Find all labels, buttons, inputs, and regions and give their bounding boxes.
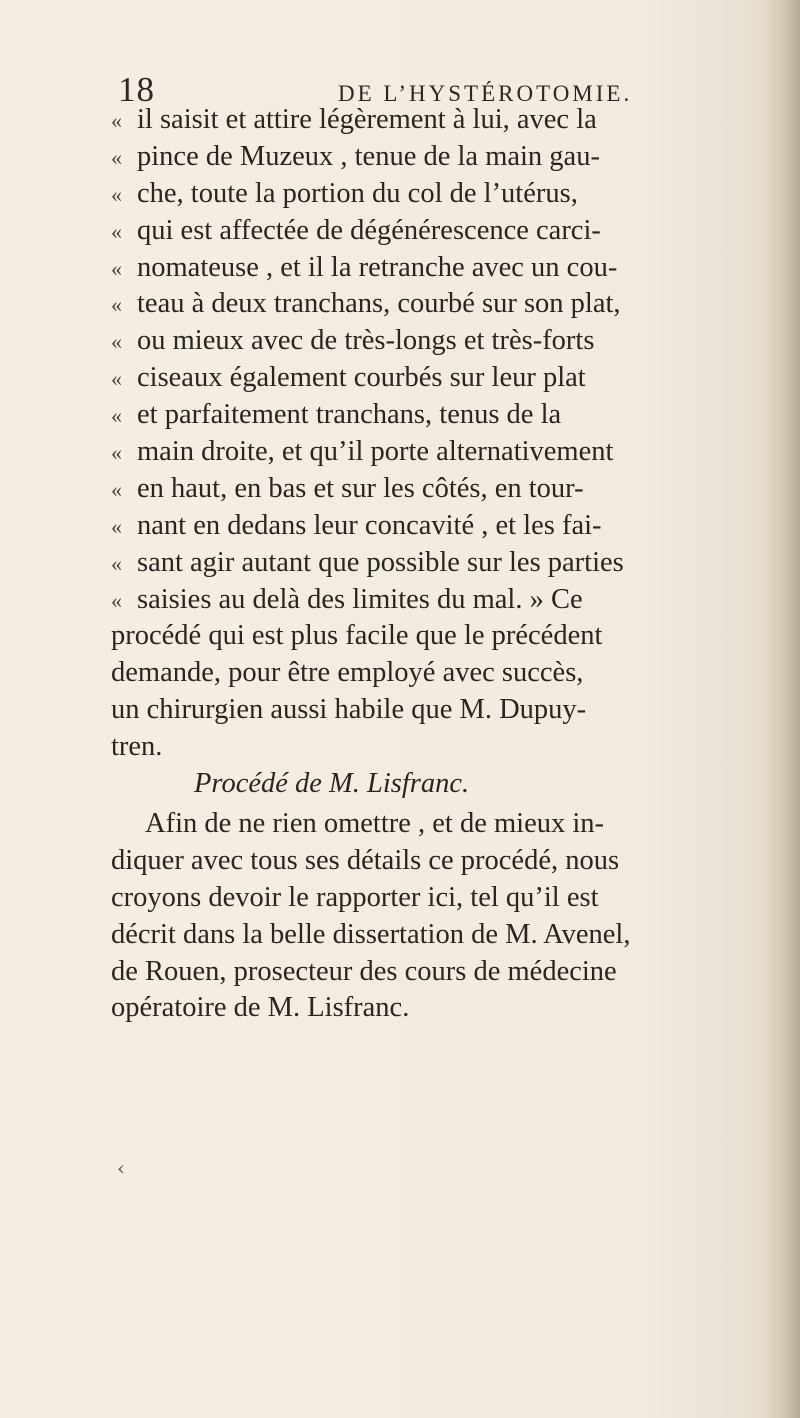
line-text: main droite, et qu’il porte alternativement: [137, 436, 614, 468]
line-text: il saisit et attire légèrement à lui, avec la: [137, 104, 597, 135]
quoted-line: [111, 434, 751, 471]
quoted-line: [111, 323, 751, 360]
quoted-line: [111, 176, 751, 213]
line-text: sant agir autant que possible sur les parties: [137, 546, 624, 578]
section-heading: Procédé de M. Lisfranc.: [194, 768, 470, 800]
line-text: en haut, en bas et sur les côtés, en tour-: [137, 472, 584, 504]
quote-mark: «: [111, 587, 122, 613]
line-text: et parfaitement tranchans, tenus de la: [137, 399, 562, 431]
line-text: ciseaux également courbés sur leur plat: [137, 362, 586, 394]
quoted-line: [111, 250, 751, 287]
quoted-line: [111, 102, 751, 139]
paragraph-line: décrit dans la belle dissertation de M. Avenel,: [111, 918, 631, 950]
paragraph-line: demande, pour être employé avec succès,: [111, 657, 584, 689]
line-text: pince de Muzeux , tenue de la main gau-: [137, 140, 600, 172]
paragraph-1: [111, 618, 751, 766]
quoted-passage: [111, 102, 751, 618]
quote-mark: «: [111, 550, 122, 576]
paragraph-line: tren.: [111, 731, 163, 763]
running-head: DE L’HYSTÉROTOMIE.: [338, 81, 633, 106]
quoted-line: [111, 471, 751, 508]
quoted-line: [111, 508, 751, 545]
page-edge-shadow: [766, 0, 800, 1418]
line-text: qui est affectée de dégénérescence carci-: [137, 214, 601, 246]
paragraph-line: opératoire de M. Lisfranc.: [111, 992, 410, 1024]
paragraph-line: diquer avec tous ses détails ce procédé, nous: [111, 844, 620, 876]
line-text: ou mieux avec de très-longs et très-forts: [137, 325, 595, 357]
quote-mark: «: [111, 218, 122, 244]
quoted-line: [111, 360, 751, 397]
quoted-line: [111, 545, 751, 582]
quoted-line: [111, 139, 751, 176]
quoted-line: [111, 213, 751, 250]
quote-mark: «: [111, 292, 122, 318]
paragraph-line: un chirurgien aussi habile que M. Dupuy-: [111, 694, 587, 726]
line-text: che, toute la portion du col de l’utérus,: [137, 177, 578, 209]
line-text: saisies au delà des limites du mal. » Ce: [137, 583, 583, 615]
paragraph-line: croyons devoir le rapporter ici, tel qu’il est: [111, 881, 599, 913]
quote-mark: «: [111, 476, 122, 502]
line-text: teau à deux tranchans, courbé sur son plat,: [137, 288, 621, 320]
paragraph-line: procédé qui est plus facile que le précédent: [111, 620, 603, 652]
paragraph-line: Afin de ne rien omettre , et de mieux in-: [145, 808, 605, 840]
quoted-line: [111, 582, 751, 619]
paragraph-2: [111, 806, 751, 1027]
quoted-line: [111, 397, 751, 434]
stray-print-mark: ‹: [117, 1156, 125, 1180]
line-text: nomateuse , et il la retranche avec un cou-: [137, 251, 618, 283]
quote-mark: «: [111, 329, 122, 355]
quote-mark: «: [111, 366, 122, 392]
quote-mark: «: [111, 403, 122, 429]
paragraph-line: de Rouen, prosecteur des cours de médecine: [111, 955, 617, 987]
page-number: 18: [118, 70, 155, 109]
line-text: nant en dedans leur concavité , et les fai-: [137, 509, 602, 541]
quote-mark: «: [111, 144, 122, 170]
body-text: [111, 102, 751, 1027]
quoted-line: [111, 286, 751, 323]
quote-mark: «: [111, 513, 122, 539]
quote-mark: «: [111, 181, 122, 207]
quote-mark: «: [111, 108, 122, 133]
quote-mark: «: [111, 440, 122, 466]
quote-mark: «: [111, 255, 122, 281]
